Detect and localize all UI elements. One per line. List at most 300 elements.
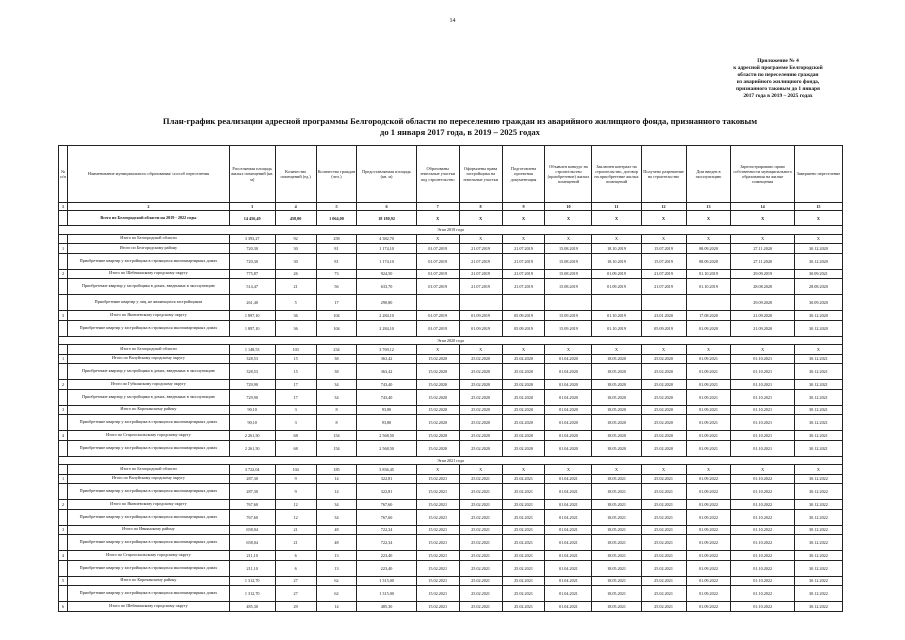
row-index-cell — [59, 345, 68, 355]
table-row — [59, 253, 843, 269]
table-cell: 01.04.2020 — [545, 380, 592, 390]
table-row — [59, 431, 843, 441]
table-cell: X — [459, 345, 502, 355]
row-index-cell: 3 — [59, 311, 68, 321]
table-cell: 18.05.2021 — [592, 535, 641, 551]
table-cell: 514,47 — [229, 279, 275, 295]
table-cell: 1 897,10 — [229, 311, 275, 321]
column-number: 1 — [59, 203, 68, 211]
table-cell: 18.05.2020 — [592, 389, 641, 405]
table-cell: 01.04.2020 — [545, 431, 592, 441]
table-cell: 25.02.2020 — [459, 364, 502, 380]
column-number: 7 — [416, 203, 459, 211]
table-cell — [502, 295, 545, 311]
table-cell: 658,04 — [229, 535, 275, 551]
table-cell: 15.09.2019 — [545, 320, 592, 336]
table-cell: 658,04 — [229, 525, 275, 535]
table-cell: 25.02.2021 — [459, 551, 502, 561]
table-cell: 01.04.2020 — [545, 354, 592, 364]
table-cell: 25.02.2020 — [641, 354, 686, 364]
table-cell: 01.10.2019 — [686, 269, 731, 279]
table-cell: 08.09.2020 — [686, 244, 731, 254]
table-cell: 01.10.2019 — [592, 311, 641, 321]
table-cell: 30.12.2020 — [794, 320, 842, 336]
table-cell: 25.02.2020 — [502, 380, 545, 390]
table-cell: 01.09.2021 — [686, 380, 731, 390]
table-cell: 154 — [316, 431, 357, 441]
table-cell: 62 — [316, 586, 357, 602]
table-cell: 01.04.2021 — [545, 586, 592, 602]
column-number: 12 — [641, 203, 686, 211]
table-cell: 25.02.2021 — [502, 551, 545, 561]
table-cell: 21.07.2019 — [641, 269, 686, 279]
table-cell: 13 — [316, 551, 357, 561]
table-cell: 15.02.2020 — [416, 380, 459, 390]
row-index-cell: 1 — [59, 354, 68, 364]
row-index-cell — [59, 465, 68, 475]
column-number: 14 — [731, 203, 794, 211]
table-row — [59, 311, 843, 321]
row-name-cell: Итого по Ивнянскому району — [68, 525, 230, 535]
table-cell: 363,42 — [357, 364, 416, 380]
row-index-cell: 1 — [59, 474, 68, 484]
table-cell: 17.08.2020 — [686, 311, 731, 321]
row-name-cell: Итого по Яковлевскому городскому округу — [68, 500, 230, 510]
row-index-cell — [59, 364, 68, 380]
row-index-cell: 5 — [59, 576, 68, 586]
row-index-cell — [59, 586, 68, 602]
table-cell: 720,30 — [229, 253, 275, 269]
table-cell: 81 — [316, 244, 357, 254]
table-cell: 3 — [275, 405, 316, 415]
column-number: 5 — [316, 203, 357, 211]
table-cell: 18.05.2021 — [592, 500, 641, 510]
table-row — [59, 576, 843, 586]
table-row — [59, 279, 843, 295]
header-cell: Образованы земельные участки под строительство — [416, 146, 459, 203]
appendix-line: Приложение № 4 — [757, 58, 799, 64]
table-cell: 25.02.2020 — [641, 405, 686, 415]
table-cell: 01.09.2021 — [686, 415, 731, 431]
table-cell — [592, 295, 641, 311]
table-cell: 30.12.2020 — [794, 253, 842, 269]
appendix-line: из аварийного жилищного фонда, — [736, 79, 820, 85]
column-number: 10 — [545, 203, 592, 211]
table-cell: 18.05.2021 — [592, 474, 641, 484]
row-name-cell: Итого по Шебекинскому городскому округу — [68, 602, 230, 612]
table-cell: 485,30 — [229, 602, 275, 612]
table-cell: 01.09.2021 — [686, 431, 731, 441]
table-cell: 30.12.2021 — [794, 415, 842, 431]
table-cell: 15.02.2021 — [416, 474, 459, 484]
table-cell: 767,60 — [229, 509, 275, 525]
table-cell: 21 — [275, 535, 316, 551]
table-cell: X — [502, 345, 545, 355]
table-cell: 01.09.2022 — [686, 586, 731, 602]
table-cell: 30.12.2021 — [794, 440, 842, 456]
table-cell: 01.07.2019 — [416, 244, 459, 254]
total-cell: X — [592, 211, 641, 226]
table-cell: 01.09.2021 — [686, 440, 731, 456]
table-cell: 15.02.2020 — [416, 354, 459, 364]
row-index-cell — [59, 295, 68, 311]
appendix-line: области по переселению граждан — [737, 72, 819, 78]
total-cell — [59, 211, 68, 226]
total-cell: X — [794, 211, 842, 226]
table-cell: 25.02.2021 — [459, 576, 502, 586]
table-cell: 2 261,50 — [229, 440, 275, 456]
table-cell — [545, 295, 592, 311]
table-cell: X — [592, 465, 641, 475]
table-cell: 01.10.2022 — [731, 551, 794, 561]
table-cell: 15.08.2019 — [545, 269, 592, 279]
table-cell: 25.02.2021 — [459, 484, 502, 500]
table-cell: 01.04.2021 — [545, 560, 592, 576]
table-cell: 15 — [275, 364, 316, 380]
table-cell: 01.10.2021 — [731, 364, 794, 380]
table-cell: 01.10.2021 — [731, 440, 794, 456]
header-cell: Завершено переселение — [794, 146, 842, 203]
table-cell: 258 — [316, 234, 357, 244]
table-row — [59, 415, 843, 431]
column-number: 11 — [592, 203, 641, 211]
table-row — [59, 380, 843, 390]
table-cell: 775,87 — [229, 269, 275, 279]
table-row — [59, 484, 843, 500]
table-cell: 25.02.2021 — [641, 586, 686, 602]
table-cell: 1 315,00 — [357, 576, 416, 586]
table-cell: 30.12.2022 — [794, 474, 842, 484]
row-name-cell: Итого по Белгородскому району — [68, 244, 230, 254]
document-title-line: План-график реализации адресной программы Белгородской области по переселению граждан из аварийного жилищного фонда, признанного таковым — [162, 116, 758, 126]
table-row — [59, 295, 843, 311]
table-cell: 01.04.2021 — [545, 474, 592, 484]
table-cell: X — [794, 465, 842, 475]
table-cell: 36 — [275, 311, 316, 321]
table-cell: 30.12.2022 — [794, 484, 842, 500]
table-cell: 18.05.2020 — [592, 405, 641, 415]
row-name-cell: Итого по Корочанскому району — [68, 576, 230, 586]
row-index-cell — [59, 415, 68, 431]
table-cell: X — [502, 465, 545, 475]
table-cell: 68 — [275, 431, 316, 441]
table-cell: 15.02.2020 — [416, 440, 459, 456]
table-cell: 18.05.2021 — [592, 525, 641, 535]
table-cell: 322,81 — [357, 474, 416, 484]
table-cell: 30.12.2022 — [794, 500, 842, 510]
table-cell — [459, 295, 502, 311]
table-cell: 6 — [275, 551, 316, 561]
table-cell: 30.12.2021 — [794, 354, 842, 364]
table-cell: 15.02.2021 — [416, 602, 459, 612]
table-cell: 01.09.2019 — [592, 279, 641, 295]
table-cell: X — [416, 234, 459, 244]
table-cell: 18.10.2019 — [592, 253, 641, 269]
total-cell: X — [502, 211, 545, 226]
appendix-line: 2017 года в 2019 – 2025 годах — [743, 93, 813, 99]
table-cell: 01.09.2021 — [686, 389, 731, 405]
table-cell: 21.09.2020 — [731, 320, 794, 336]
table-cell: 30.12.2021 — [794, 431, 842, 441]
table-cell: 2 284,10 — [357, 311, 416, 321]
row-name-cell: Итого по Губкинскому городскому округу — [68, 380, 230, 390]
table-cell: 01.10.2022 — [731, 500, 794, 510]
table-cell: 15.02.2021 — [416, 576, 459, 586]
table-cell: 15.02.2020 — [416, 364, 459, 380]
table-cell: 633,70 — [357, 279, 416, 295]
table-cell: 30.12.2022 — [794, 551, 842, 561]
table-cell: 234 — [316, 345, 357, 355]
table-cell: 25.02.2020 — [641, 440, 686, 456]
table-cell: X — [686, 234, 731, 244]
table-cell: 34 — [316, 509, 357, 525]
table-row — [59, 345, 843, 355]
total-cell: 1 064,00 — [316, 211, 357, 226]
table-row — [59, 440, 843, 456]
table-cell: X — [794, 234, 842, 244]
table-cell: 25.02.2021 — [641, 474, 686, 484]
table-cell: 01.04.2020 — [545, 440, 592, 456]
table-cell: 21.07.2019 — [459, 279, 502, 295]
table-cell: 01.04.2021 — [545, 500, 592, 510]
row-name-cell: Приобретение квартир у лиц, не являющихся застройщиком — [68, 295, 230, 311]
table-cell: 01.09.2022 — [686, 602, 731, 612]
table-cell: 767,60 — [357, 509, 416, 525]
table-cell: 8 — [316, 415, 357, 431]
table-cell: 01.04.2020 — [545, 389, 592, 405]
table-cell: 05.09.2019 — [502, 320, 545, 336]
row-index-cell: 2 — [59, 380, 68, 390]
table-cell: 9 — [275, 474, 316, 484]
table-cell: 56 — [316, 279, 357, 295]
table-row — [59, 320, 843, 336]
table-cell: 15.02.2021 — [416, 551, 459, 561]
table-cell: 01.04.2021 — [545, 602, 592, 612]
table-cell: 15.08.2019 — [545, 253, 592, 269]
table-cell: 25.02.2021 — [502, 586, 545, 602]
table-cell: 211,10 — [229, 560, 275, 576]
table-cell: 01.10.2021 — [731, 431, 794, 441]
total-cell: X — [686, 211, 731, 226]
row-index-cell: 4 — [59, 551, 68, 561]
table-cell: 485,30 — [357, 602, 416, 612]
table-cell: 25.02.2021 — [502, 509, 545, 525]
table-cell: 01.10.2019 — [592, 320, 641, 336]
table-cell: 21.07.2019 — [459, 269, 502, 279]
table-cell: 287,30 — [229, 484, 275, 500]
table-cell: 185 — [316, 465, 357, 475]
table-cell: 328,53 — [229, 364, 275, 380]
table-cell: 18.05.2021 — [592, 484, 641, 500]
row-index-cell — [59, 560, 68, 576]
table-cell: 01.10.2022 — [731, 535, 794, 551]
table-cell: 18.05.2020 — [592, 380, 641, 390]
stage-header-row — [59, 456, 843, 465]
row-index-cell — [59, 389, 68, 405]
row-name-cell: Приобретение квартир у застройщика в строящихся многоквартирных домах — [68, 253, 230, 269]
table-cell: 25.02.2021 — [459, 500, 502, 510]
table-cell: 18.05.2021 — [592, 560, 641, 576]
table-cell: X — [545, 345, 592, 355]
row-index-cell — [59, 320, 68, 336]
row-name-cell: Итого по Шебекинскому городскому округу — [68, 269, 230, 279]
table-row — [59, 525, 843, 535]
table-cell: 25.02.2021 — [641, 509, 686, 525]
table-cell: 01.10.2021 — [731, 389, 794, 405]
column-number: 3 — [229, 203, 275, 211]
table-row — [59, 535, 843, 551]
table-cell: 23.01.2020 — [641, 311, 686, 321]
table-cell: 01.04.2021 — [545, 576, 592, 586]
table-cell: 30.09.2021 — [794, 269, 842, 279]
table-row — [59, 364, 843, 380]
total-cell: 18 180,92 — [357, 211, 416, 226]
table-cell: 30.12.2021 — [794, 380, 842, 390]
table-cell: 25.02.2020 — [459, 431, 502, 441]
table-cell: X — [641, 345, 686, 355]
table-cell: 68 — [275, 440, 316, 456]
table-cell: 30.12.2020 — [794, 244, 842, 254]
total-cell: X — [545, 211, 592, 226]
row-index-cell: 6 — [59, 602, 68, 612]
table-cell: 154 — [316, 440, 357, 456]
table-cell: 25.02.2021 — [502, 474, 545, 484]
row-name-cell: Приобретение квартир у застройщика в домах, введенных в эксплуатацию — [68, 279, 230, 295]
table-cell: 1 174,10 — [357, 244, 416, 254]
column-number: 2 — [68, 203, 230, 211]
table-cell: X — [794, 345, 842, 355]
table-cell: 01.09.2022 — [686, 525, 731, 535]
table-row — [59, 509, 843, 525]
table-cell: 25.02.2021 — [641, 576, 686, 586]
table-cell: 90,10 — [229, 415, 275, 431]
table-cell: 1 312,70 — [229, 576, 275, 586]
header-cell: Дом введен в эксплуатацию — [686, 146, 731, 203]
table-cell: 30.12.2022 — [794, 535, 842, 551]
row-name-cell: Приобретение квартир у застройщика в строящихся многоквартирных домах — [68, 415, 230, 431]
table-cell: 05.09.2019 — [502, 311, 545, 321]
table-cell: 25.02.2021 — [502, 525, 545, 535]
table-cell: 328,53 — [229, 354, 275, 364]
table-cell: 287,30 — [229, 474, 275, 484]
table-cell: 01.04.2020 — [545, 415, 592, 431]
table-cell: 15.02.2021 — [416, 484, 459, 500]
row-name-cell: Приобретение квартир у застройщика в строящихся многоквартирных домах — [68, 440, 230, 456]
table-cell: 25.02.2021 — [641, 602, 686, 612]
row-name-cell: Итого по Валуйскому городскому округу — [68, 474, 230, 484]
table-cell: 18.05.2020 — [592, 415, 641, 431]
table-cell: X — [641, 234, 686, 244]
row-name-cell: Итого по Старооскольскому городскому округу — [68, 551, 230, 561]
plan-schedule-table — [58, 145, 843, 612]
table-cell: 30.12.2020 — [794, 311, 842, 321]
table-cell: 1 897,10 — [229, 320, 275, 336]
table-cell: 30.12.2021 — [794, 389, 842, 405]
table-cell: 363,42 — [357, 354, 416, 364]
table-cell: 25.02.2021 — [641, 560, 686, 576]
table-cell: 01.09.2021 — [686, 405, 731, 415]
table-cell: 15.02.2021 — [416, 560, 459, 576]
row-name-cell: Приобретение квартир у застройщика в строящихся многоквартирных домах — [68, 509, 230, 525]
table-cell: 18.05.2021 — [592, 509, 641, 525]
appendix-line: к адресной программе Белгородской — [733, 65, 823, 71]
table-cell — [416, 295, 459, 311]
table-cell: 92 — [275, 234, 316, 244]
table-cell: 924,50 — [357, 269, 416, 279]
stage-header-row — [59, 226, 843, 235]
table-cell: 2 568,50 — [357, 431, 416, 441]
table-cell: X — [592, 345, 641, 355]
table-cell: 62 — [316, 576, 357, 586]
table-cell: 261,40 — [229, 295, 275, 311]
table-cell: 01.10.2022 — [731, 586, 794, 602]
table-cell — [641, 295, 686, 311]
table-cell: 90,10 — [229, 405, 275, 415]
table-cell: 01.09.2022 — [686, 535, 731, 551]
header-cell: Оформлены права застройщика на земельные участки — [459, 146, 502, 203]
stage-label: Этап 2020 года — [59, 336, 843, 345]
table-cell: 15.02.2021 — [416, 586, 459, 602]
row-index-cell: 2 — [59, 500, 68, 510]
table-cell: 27 — [275, 586, 316, 602]
row-name-cell: Приобретение квартир у застройщика в домах, введенных в эксплуатацию — [68, 364, 230, 380]
table-cell: 25.02.2021 — [641, 500, 686, 510]
table-cell: 18.05.2021 — [592, 602, 641, 612]
appendix-line: признанного таковым до 1 января — [736, 86, 820, 92]
table-cell: 18.05.2021 — [592, 551, 641, 561]
table-cell: X — [641, 465, 686, 475]
table-cell: 30.12.2022 — [794, 509, 842, 525]
table-row — [59, 234, 843, 244]
table-cell: 21 — [275, 279, 316, 295]
table-cell: X — [731, 234, 794, 244]
table-cell: 01.07.2019 — [416, 253, 459, 269]
table-cell: 27.11.2020 — [731, 244, 794, 254]
table-cell: 38 — [316, 354, 357, 364]
table-cell: 15.07.2019 — [641, 253, 686, 269]
row-name-cell: Приобретение квартир у застройщика в строящихся многоквартирных домах — [68, 484, 230, 500]
table-cell: 21.07.2019 — [459, 244, 502, 254]
table-cell: 25.02.2021 — [502, 576, 545, 586]
table-cell: 25.02.2020 — [459, 354, 502, 364]
column-number: 4 — [275, 203, 316, 211]
table-cell: 01.09.2022 — [686, 551, 731, 561]
header-cell: Получено разрешение на строительство — [641, 146, 686, 203]
table-row — [59, 354, 843, 364]
table-cell: 3 393,27 — [229, 234, 275, 244]
table-cell: 103 — [275, 345, 316, 355]
table-cell: 30.12.2021 — [794, 364, 842, 380]
table-cell: 14 — [316, 602, 357, 612]
table-cell: 21.07.2019 — [502, 244, 545, 254]
table-cell: 21.07.2019 — [502, 253, 545, 269]
grand-total-row — [59, 211, 843, 226]
table-cell: 743,40 — [357, 380, 416, 390]
table-row — [59, 500, 843, 510]
table-cell: 25.02.2021 — [641, 551, 686, 561]
row-index-cell — [59, 253, 68, 269]
table-cell: 01.09.2019 — [459, 311, 502, 321]
table-cell: X — [592, 234, 641, 244]
table-cell: 01.09.2021 — [686, 354, 731, 364]
table-cell: 01.09.2019 — [592, 269, 641, 279]
header-cell: Заключен контракт на строительство, договор на приобретение жилых помещений — [592, 146, 641, 203]
table-cell: 30 — [275, 253, 316, 269]
table-cell: 01.04.2021 — [545, 551, 592, 561]
table-cell: 25.02.2021 — [459, 586, 502, 602]
table-cell: 01.10.2022 — [731, 602, 794, 612]
document-title — [110, 116, 810, 138]
